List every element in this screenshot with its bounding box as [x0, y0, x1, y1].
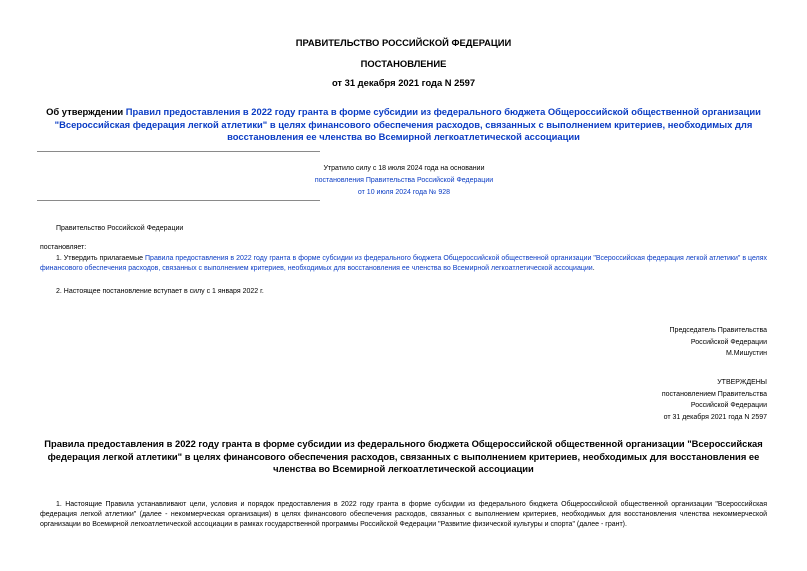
title-link[interactable]: Правил предоставления в 2022 году гранта в форме субсидии из федерального бюджета Общероссийской общественной организации "Всероссийская федерация легкой атлетики" в целях финансового обеспечения расходов, связанных с выполнением критериев, необходимых для восстановления ее членства во Всемирной легкоатлетической ассоциации — [54, 106, 761, 142]
title-prefix: Об утверждении — [46, 106, 126, 117]
item-1-suffix: . — [592, 265, 595, 272]
approval-line3: Российской Федерации — [690, 402, 767, 409]
signature-line1: Председатель Правительства — [669, 327, 767, 334]
government-heading: ПРАВИТЕЛЬСТВО РОССИЙСКОЙ ФЕДЕРАЦИИ — [295, 37, 512, 48]
approval-block — [662, 377, 767, 423]
issuer: Правительство Российской Федерации — [56, 225, 184, 232]
document-title — [40, 106, 767, 144]
expiry-note-link2[interactable]: от 10 июля 2024 года № 928 — [357, 189, 451, 196]
item-1 — [40, 254, 767, 274]
expiry-note-line1: Утратило силу с 18 июля 2024 года на основании — [323, 165, 485, 172]
document-type: ПОСТАНОВЛЕНИЕ — [360, 58, 447, 69]
document-date-number: от 31 декабря 2021 года N 2597 — [331, 77, 476, 88]
item-2: 2. Настоящее постановление вступает в силу с 1 января 2022 г. — [56, 288, 264, 295]
rules-title: Правила предоставления в 2022 году гранта в форме субсидии из федерального бюджета Общероссийской общественной организации "Всероссийская федерация легкой атлетики" в целях финансового обеспечения расходов, связанных с выполнением критериев, необходимых для восстановления ее членства во Всемирной легкоатлетической ассоциации — [44, 438, 763, 474]
bottom-divider — [37, 200, 320, 201]
signature-line3: М.Мишустин — [725, 350, 767, 357]
approval-line2: постановлением Правительства — [661, 390, 767, 398]
rules-paragraph-1: 1. Настоящие Правила устанавливают цели, условия и порядок предоставления в 2022 году гранта в форме субсидии из федерального бюджета Общероссийской общественной организации "Всероссийская федерация легкой атлетики" (далее - некоммерческая организация) в целях финансового обеспечения расходов, связанных с выполнением критериев, необходимых для восстановления членства некоммерческой организации во Всемирной легкоатлетической ассоциации в рамках государственной программы Российской Федерации "Развитие физической культуры и спорта" (далее - грант). — [40, 501, 767, 529]
signature-block — [670, 325, 767, 360]
signature-line2: Российской Федерации — [690, 338, 767, 346]
top-divider — [37, 151, 320, 152]
approval-line1: УТВЕРЖДЕНЫ — [717, 379, 767, 386]
item-1-link[interactable]: Правила предоставления в 2022 году гранта в форме субсидии из федерального бюджета Общероссийской общественной организации "Всероссийская федерация легкой атлетики" в целях финансового обеспечения расходов, связанных с выполнением критериев, необходимых для восстановления ее членства во Всемирной легкоатлетической ассоциации — [40, 255, 767, 272]
item-1-prefix: 1. Утвердить прилагаемые — [56, 255, 146, 262]
expiry-note-link1[interactable]: постановления Правительства Российской Федерации — [314, 177, 494, 184]
approval-line4: от 31 декабря 2021 года N 2597 — [663, 413, 767, 421]
expiry-note — [304, 163, 504, 199]
resolves: постановляет: — [40, 244, 87, 251]
